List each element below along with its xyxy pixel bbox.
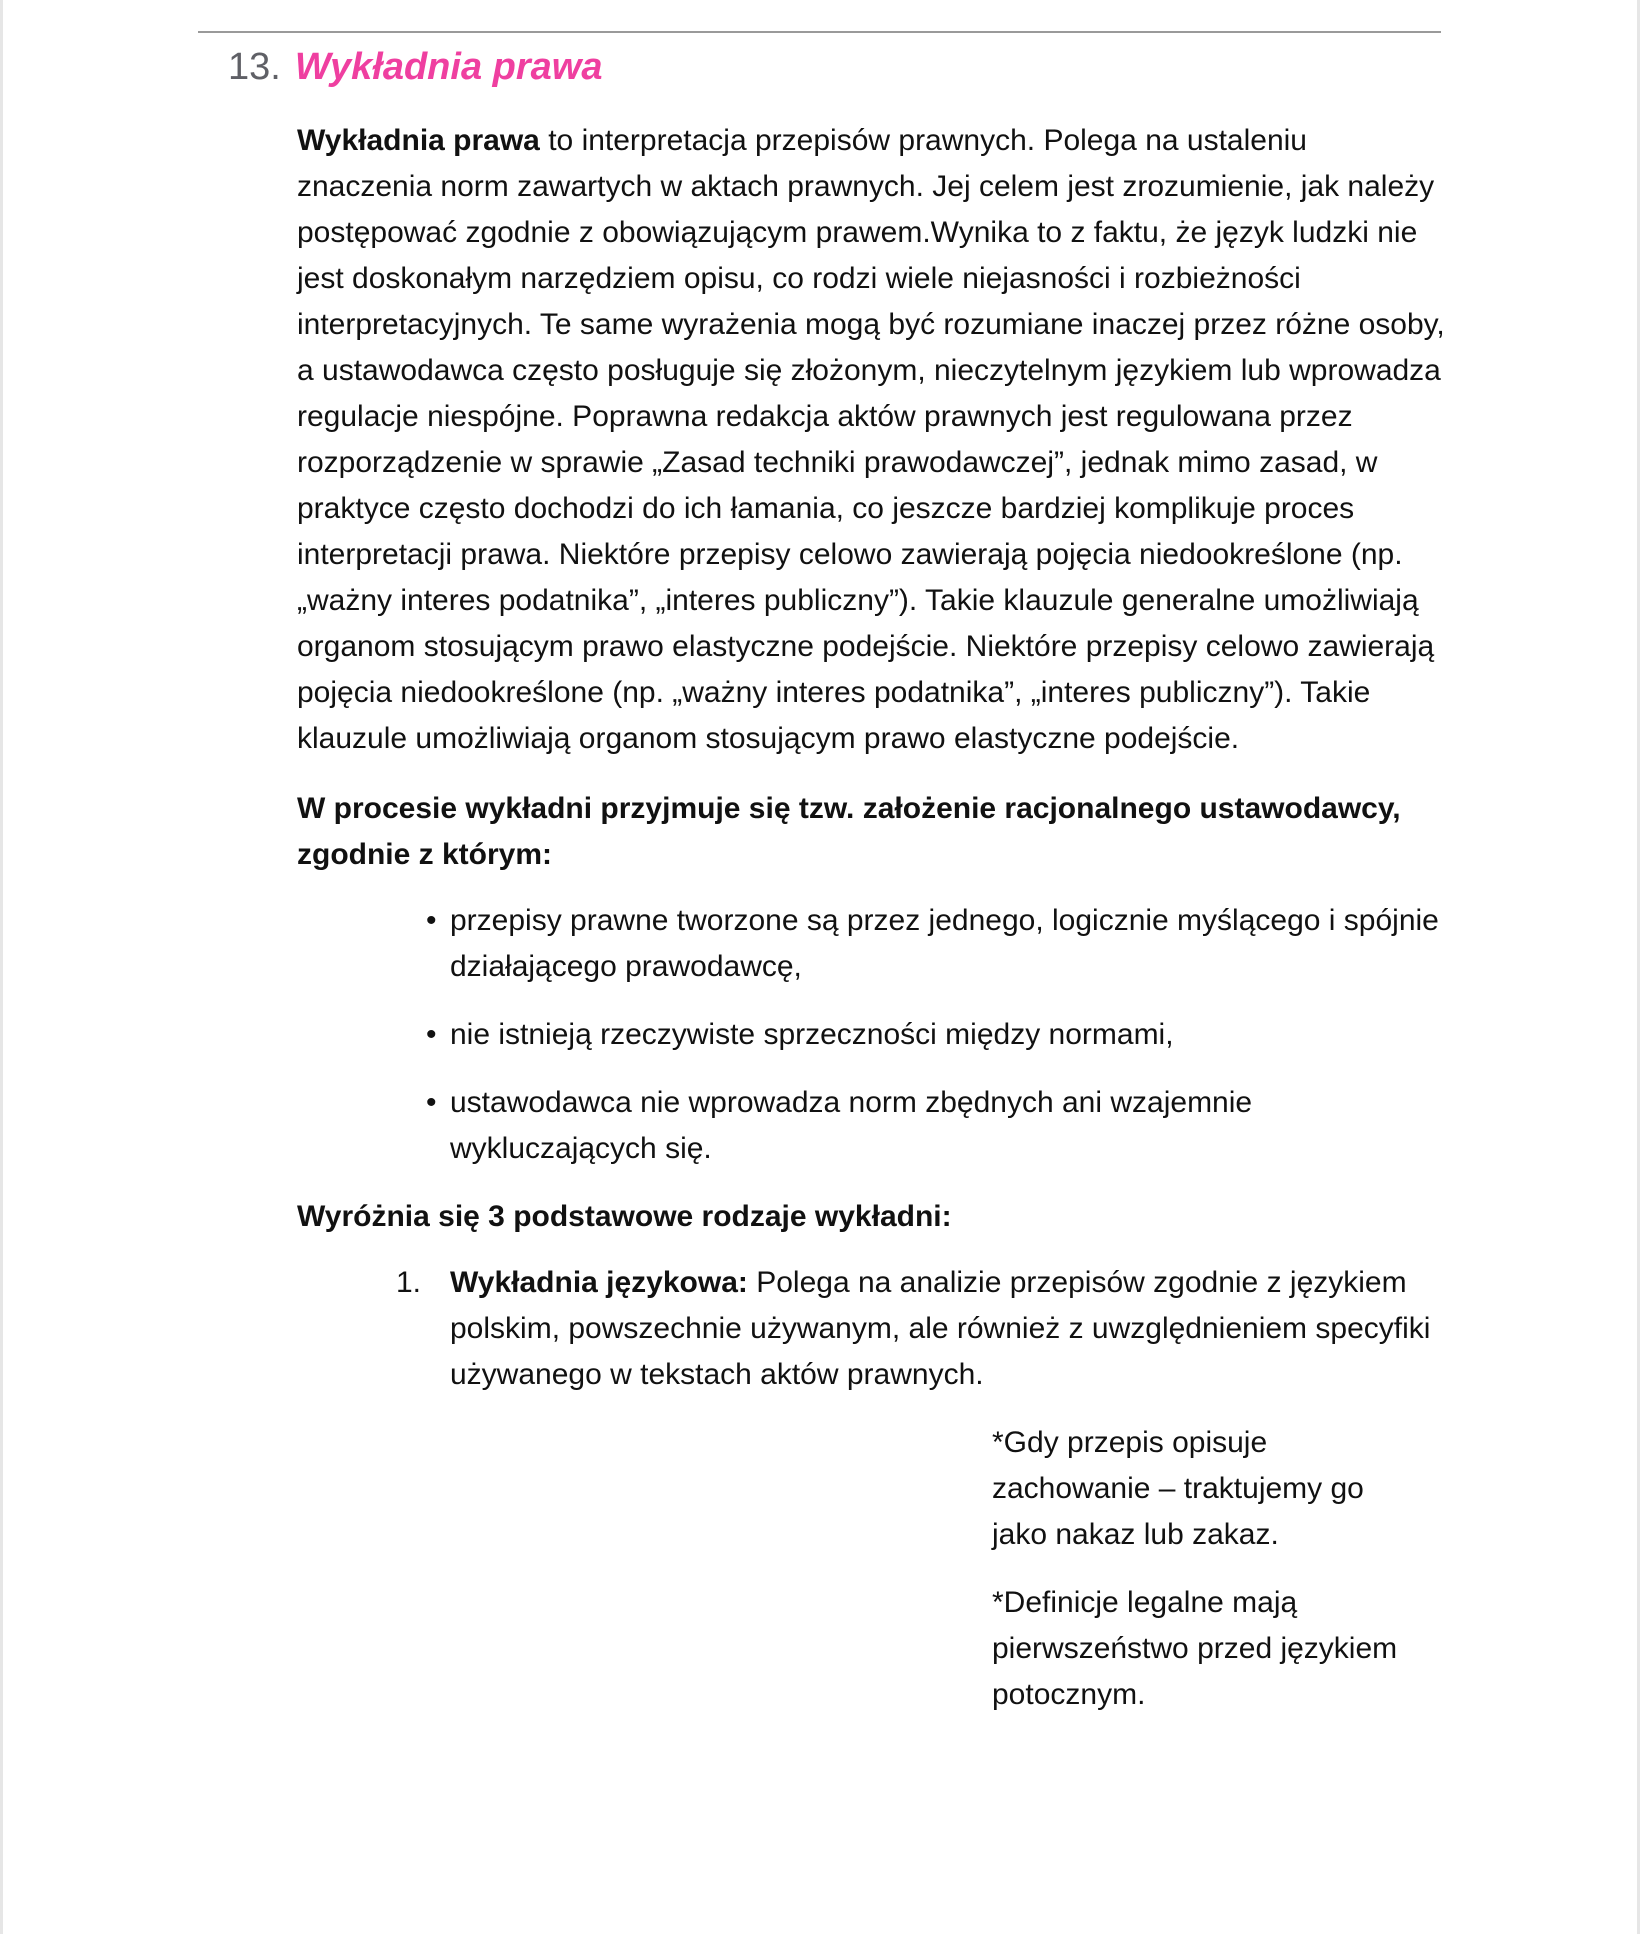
- interpretation-types-list: [297, 1260, 1447, 1398]
- list-item-title: Wykładnia językowa:: [450, 1266, 748, 1299]
- section-heading: [228, 42, 602, 92]
- list-item-text: ustawodawca nie wprowadza norm zbędnych ani wzajemnie wykluczających się.: [450, 1086, 1253, 1165]
- note-text: *Gdy przepis opisuje zachowanie – traktujemy go jako nakaz lub zakaz.: [992, 1426, 1364, 1551]
- list-item: [424, 1080, 1447, 1172]
- top-divider: [198, 31, 1441, 33]
- note-text: *Definicje legalne mają pierwszeństwo przed językiem potocznym.: [992, 1586, 1398, 1711]
- section-body: [297, 118, 1447, 1740]
- interpretation-types-lead: Wyróżnia się 3 podstawowe rodzaje wykładni:: [297, 1200, 952, 1233]
- list-item: [424, 1012, 1447, 1058]
- list-item: [424, 898, 1447, 990]
- list-item-text: przepisy prawne tworzone są przez jednego, logicznie myślącego i spójnie działającego prawodawcę,: [450, 904, 1439, 983]
- intro-paragraph: [297, 118, 1447, 762]
- intro-text: to interpretacja przepisów prawnych. Polega na ustaleniu znaczenia norm zawartych w aktach prawnych. Jej celem jest zrozumienie, jak należy postępować zgodnie z obowiązującym prawem.Wynika to z faktu, że język ludzki nie jest doskonałym narzędziem opisu, co rodzi wiele niejasności i rozbieżności interpretacyjnych. Te same wyrażenia mogą być rozumiane inaczej przez różne osoby, a ustawodawca często posługuje się złożonym, nieczytelnym językiem lub wprowadza regulacje niespójne. Poprawna redakcja aktów prawnych jest regulowana przez rozporządzenie w sprawie „Zasad techniki prawodawczej”, jednak mimo zasad, w praktyce często dochodzi do ich łamania, co jeszcze bardziej komplikuje proces interpretacji prawa. Niektóre przepisy celowo zawierają pojęcia niedookreślone (np. „ważny interes podatnika”, „interes publiczny”). Takie klauzule generalne umożliwiają organom stosującym prawo elastyczne podejście. Niektóre przepisy celowo zawierają pojęcia niedookreślone (np. „ważny interes podatnika”, „interes publiczny”). Takie klauzule umożliwiają organom stosującym prawo elastyczne podejście.: [297, 124, 1445, 755]
- bullet-icon: •: [426, 904, 437, 937]
- list-item-text: Polega na analizie przepisów zgodnie z językiem polskim, powszechnie używanym, ale również z uwzględnieniem specyfiki używanego w tekstach aktów prawnych.: [450, 1266, 1431, 1391]
- section-title: Wykładnia prawa: [294, 46, 603, 88]
- intro-term: Wykładnia prawa: [297, 124, 540, 157]
- bullet-icon: •: [426, 1086, 437, 1119]
- rational-legislator-lead: W procesie wykładni przyjmuje się tzw. założenie racjonalnego ustawodawcy, zgodnie z którym:: [297, 792, 1401, 871]
- page-edge-left: [0, 0, 3, 1934]
- side-notes: [992, 1420, 1422, 1718]
- list-item: [396, 1260, 1447, 1398]
- rational-legislator-list: [297, 898, 1447, 1172]
- list-item-text: nie istnieją rzeczywiste sprzeczności między normami,: [450, 1018, 1174, 1051]
- list-item-number: 1.: [396, 1266, 422, 1299]
- bullet-icon: •: [426, 1018, 437, 1051]
- section-number: 13.: [228, 46, 281, 88]
